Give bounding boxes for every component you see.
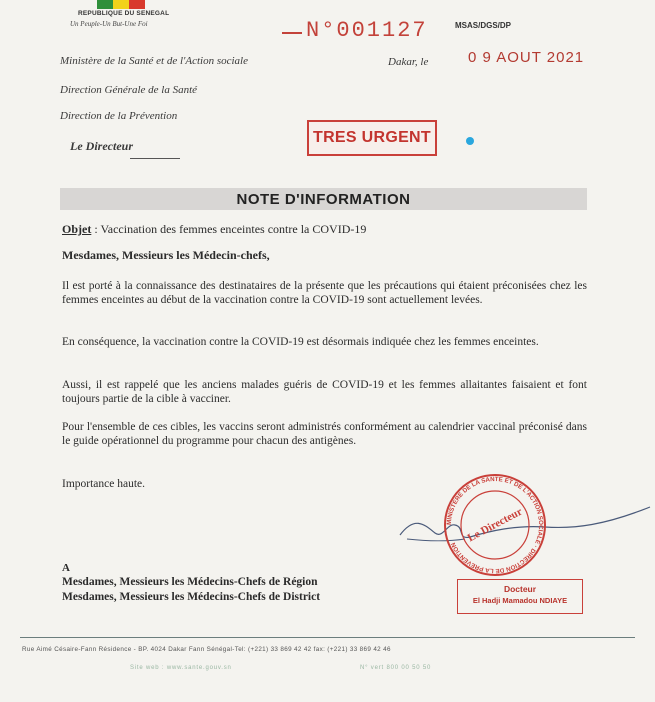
recipient-line-2: Mesdames, Messieurs les Médecins-Chefs de District (62, 591, 321, 603)
reference-number: N°001127 (306, 18, 428, 43)
paragraph-5: Importance haute. (62, 478, 146, 490)
paragraph-3: Aussi, il est rappelé que les anciens malades guéris de COVID-19 et les femmes allaitantes faisaient et font toujours partie de la cible à vacciner. (62, 379, 587, 405)
official-round-stamp (430, 470, 560, 580)
blue-dot-icon (466, 137, 474, 145)
national-motto: Un Peuple-Un But-Une Foi (70, 20, 148, 28)
urgency-stamp (307, 120, 437, 156)
signatory-title: Docteur (503, 584, 537, 594)
direction-generale: Direction Générale de la Santé (60, 84, 198, 96)
director-underline (130, 158, 180, 159)
footer-website: Site web : www.sante.gouv.sn (130, 665, 232, 671)
signatory-name: El Hadji Mamadou NDIAYE (472, 596, 568, 605)
urgency-label: TRES URGENT (313, 129, 431, 146)
flag-stripe-yellow (113, 0, 129, 9)
reference-code: MSAS/DGS/DP (455, 21, 512, 30)
footer-rule (20, 637, 635, 638)
ministry-name: Ministère de la Santé et de l'Action sociale (60, 55, 248, 67)
object-line (62, 222, 366, 237)
direction-prevention: Direction de la Prévention (60, 110, 178, 122)
flag-stripe-green (97, 0, 113, 9)
reference-dash (282, 32, 302, 34)
paragraph-4: Pour l'ensemble de ces cibles, les vaccins seront administrés conformément au calendrier vaccinal préconisé dans le guide opérationnel du programme pour chacun des antigènes. (62, 421, 587, 447)
recipient-line-1: Mesdames, Messieurs les Médecins-Chefs de Région (62, 576, 318, 588)
flag-stripe-red (129, 0, 145, 9)
republic-title: REPUBLIQUE DU SENEGAL (78, 10, 170, 17)
signatory-box (457, 579, 583, 614)
footer-address: Rue Aimé Césaire-Fann Résidence - BP. 4024 Dakar Fann Sénégal-Tel: (+221) 33 869 42 42 fax: (+221) 33 869 42 46 (22, 646, 391, 653)
paragraph-2: En conséquence, la vaccination contre la COVID-19 est désormais indiquée chez les femmes enceintes. (62, 336, 539, 348)
paragraph-1: Il est porté à la connaissance des destinataires de la présente que les précautions qui étaient préconisées chez les femmes enceintes au début de la vaccination contre la COVID-19 sont actuellement levées. (62, 280, 587, 306)
senegal-flag-icon (97, 0, 145, 9)
director-label: Le Directeur (70, 139, 133, 153)
city-label: Dakar, le (388, 56, 429, 68)
salutation: Mesdames, Messieurs les Médecin-chefs, (62, 248, 270, 262)
object-key: Objet (62, 222, 92, 236)
object-text: : Vaccination des femmes enceintes contre la COVID-19 (91, 222, 367, 236)
note-title: NOTE D'INFORMATION (236, 190, 411, 208)
note-title-banner (60, 188, 587, 210)
stamp-center-text: Le Directeur (465, 505, 525, 545)
footer-green-number: N° vert 800 00 50 50 (360, 665, 432, 671)
stamp-ring-text: MINISTERE DE LA SANTE ET DE L'ACTION SOCIALE · DIRECTION DE LA PREVENTION (445, 475, 545, 575)
recipients-prefix: A (62, 562, 70, 574)
document-date: 0 9 AOUT 2021 (468, 49, 585, 66)
